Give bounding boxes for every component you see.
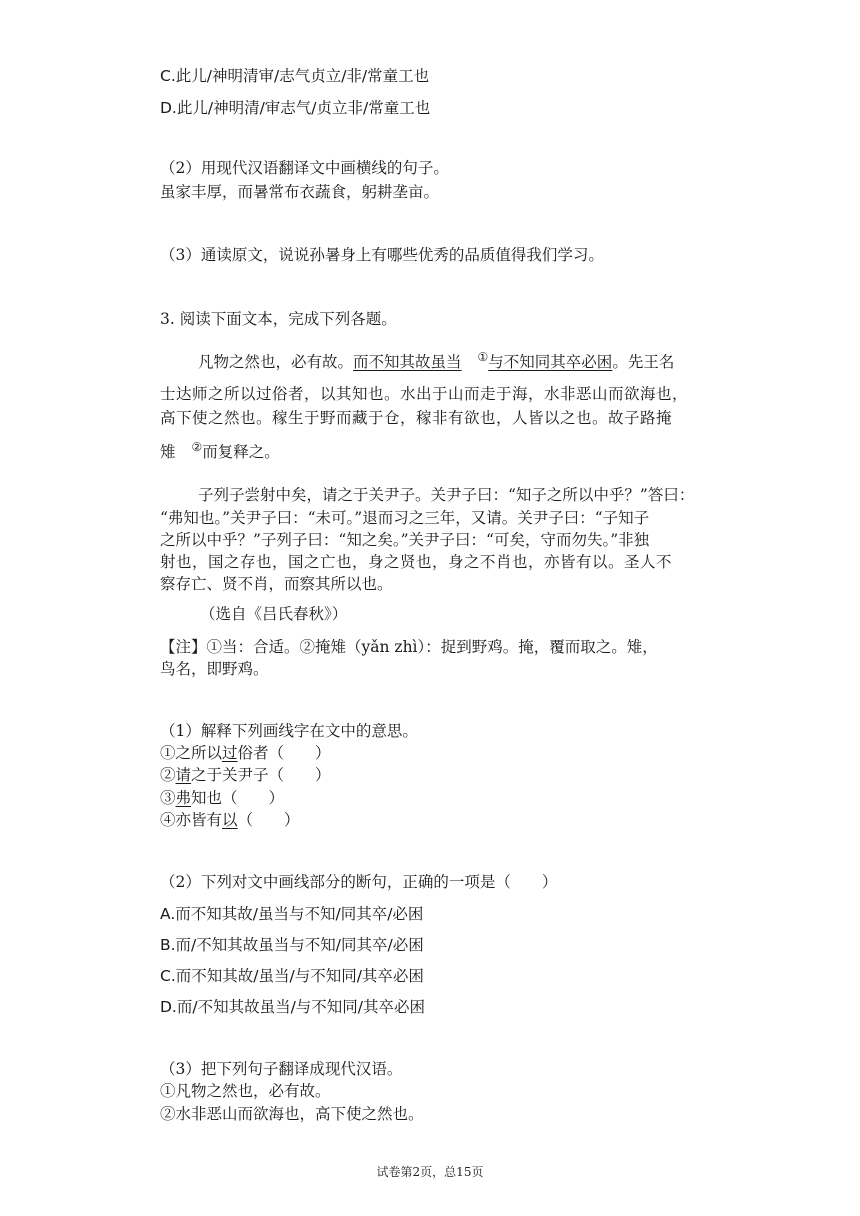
passage-source: （选自《吕氏春秋》）: [200, 605, 348, 623]
q2-sub2-sentence: 虽家丰厚，而暑常布衣蔬食，躬耕垄亩。: [160, 183, 440, 201]
q3-title: 3. 阅读下面文本，完成下列各题。: [160, 310, 397, 328]
passage-text: 雉: [160, 443, 176, 461]
option-d: D.而/不知其故虽当/与不知同/其卒必困: [160, 998, 426, 1016]
underlined-char: 以: [222, 811, 238, 829]
passage-line: [160, 442, 280, 463]
q3-sub1-item: [160, 765, 331, 785]
passage-line: 察存亡、贤不肖，而察其所以也。: [160, 575, 393, 593]
note-marker: ①: [477, 350, 489, 364]
option-b: B.而/不知其故虽当与不知/同其卒/必困: [160, 936, 424, 954]
option-a: A.而不知其故/虽当与不知/同其卒/必困: [160, 905, 424, 923]
passage-line: 射也，国之存也，国之亡也，身之贤也，身之不肖也，亦皆有以。圣人不: [160, 553, 673, 571]
q2-sub2-prompt: （2）用现代汉语翻译文中画横线的句子。: [160, 159, 449, 177]
underlined-phrase: 与不知同其卒必困: [488, 353, 613, 371]
item-text: 知也（ ）: [191, 789, 285, 807]
q3-sub3-prompt: （3）把下列句子翻译成现代汉语。: [160, 1060, 403, 1078]
page-footer: 试卷第2页，总15页: [376, 1165, 484, 1179]
passage-line: 高下使之然也。稼生于野而藏于仓，稼非有欲也，人皆以之也。故子路掩: [160, 409, 673, 427]
passage-line: 士达师之所以过俗者，以其知也。水出于山而走于海，水非恶山而欲海也，: [160, 385, 689, 403]
underlined-phrase: 而不知其故虽当: [353, 353, 462, 371]
option-d: D.此儿/神明清/审志气/贞立非/常童工也: [160, 99, 431, 117]
q3-sub1-item: [160, 743, 331, 763]
note-marker: ②: [191, 440, 203, 454]
passage-line: [198, 352, 674, 373]
passage-line: 子列子尝射中矣，请之于关尹子。关尹子曰：“知子之所以中乎？”答曰：: [198, 486, 695, 504]
q3-sub1-prompt: （1）解释下列画线字在文中的意思。: [160, 722, 418, 740]
q3-sub1-item: [160, 788, 284, 808]
item-text: 俗者（ ）: [237, 744, 331, 762]
option-c: C.此儿/神明清审/志气贞立/非/常童工也: [160, 67, 430, 85]
underlined-char: 弗: [175, 789, 192, 807]
passage-text: 凡物之然也，必有故。: [198, 353, 354, 371]
passage-line: 之所以中乎？”子列子曰：“知之矣。”关尹子曰：“可矣，守而勿失。”非独: [160, 531, 650, 549]
option-c: C.而不知其故/虽当/与不知同/其卒必困: [160, 967, 424, 985]
item-text: （ ）: [237, 811, 300, 829]
passage-text: 。先王名: [612, 353, 675, 371]
q3-sub1-item: [160, 810, 300, 830]
item-text: ④亦皆有: [160, 811, 223, 829]
q3-sub3-item: ①凡物之然也，必有故。: [160, 1082, 331, 1100]
item-text: 之于关尹子（ ）: [191, 766, 331, 784]
q3-sub3-item: ②水非恶山而欲海也，高下使之然也。: [160, 1105, 424, 1123]
underlined-char: 过: [222, 744, 238, 762]
annotation-note: 【注】①当：合适。②掩雉（yǎn zhì）：捉到野鸡。掩，覆而取之。雉，: [160, 638, 658, 656]
passage-text: 而复释之。: [202, 443, 280, 461]
item-text: ③: [160, 789, 176, 807]
underlined-char: 请: [175, 766, 192, 784]
item-text: ①之所以: [160, 744, 223, 762]
passage-line: “弗知也。”关尹子曰：“未可。”退而习之三年，又请。关尹子曰：“子知子: [160, 509, 650, 527]
annotation-note: 鸟名，即野鸡。: [160, 660, 269, 678]
q2-sub3-prompt: （3）通读原文，说说孙暑身上有哪些优秀的品质值得我们学习。: [160, 246, 604, 264]
q3-sub2-prompt: （2）下列对文中画线部分的断句，正确的一项是（ ）: [160, 873, 558, 891]
item-text: ②: [160, 766, 176, 784]
